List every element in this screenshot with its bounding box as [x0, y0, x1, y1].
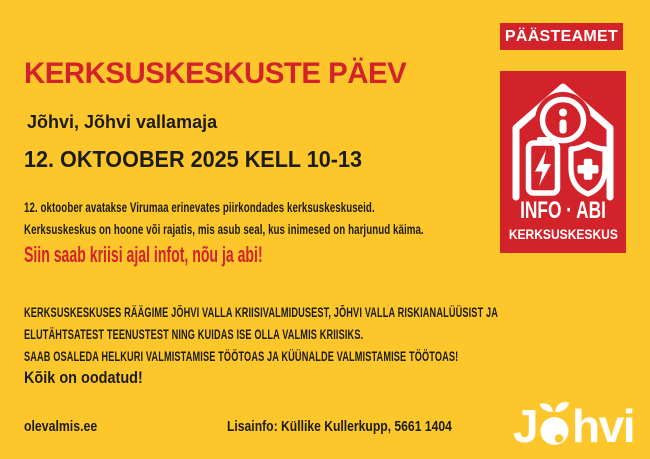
emblem-label-primary: INFO · ABI	[520, 197, 606, 224]
shelter-house-icon	[509, 80, 617, 204]
event-title: KERKSUSKESKUSTE PÄEV	[24, 57, 407, 90]
website-text: olevalmis.ee	[24, 418, 98, 435]
paasteamet-badge	[500, 23, 623, 50]
intro-line-1: 12. oktoober avatakse Virumaa erinevates piirkondades kerksuskeskuseid.	[24, 200, 375, 215]
shield-cross-icon	[571, 144, 605, 194]
apple-icon	[538, 399, 571, 447]
battery-icon	[529, 137, 558, 193]
event-location: Jõhvi, Jõhvi vallamaja	[27, 112, 218, 132]
event-datetime: 12. OKTOOBER 2025 KELL 10-13	[24, 146, 363, 172]
details-line-3: SAAB OSALEDA HELKURI VALMISTAMISE TÖÖTOAS JA KÜÜNALDE VALMISTAMISE TÖÖTOAS!	[24, 349, 459, 364]
johvi-logo-j: J	[512, 400, 538, 453]
welcome-text: Kõik on oodatud!	[24, 368, 143, 387]
event-tagline: Siin saab kriisi ajal infot, nõu ja abi!	[24, 242, 263, 267]
details-line-2: ELUTÄHTSATEST TEENUSTEST NING KUIDAS ISE OLLA VALMIS KRIISIKS.	[24, 327, 364, 342]
johvi-logo	[512, 399, 634, 453]
details-line-1: KERKSUSKESKUSES RÄÄGIME JÕHVI VALLA KRIISIVALMIDUSEST, JÕHVI VALLA RISKIANALÜÜSIST JA	[24, 305, 499, 320]
intro-line-2: Kerksuskeskus on hoone või rajatis, mis asub seal, kus inimesed on harjunud käima.	[24, 222, 424, 237]
contact-text: Lisainfo: Küllike Kullerkupp, 5661 1404	[227, 418, 452, 435]
kerksuskeskus-emblem	[500, 71, 626, 253]
emblem-label-secondary: KERKSUSKESKUS	[508, 226, 618, 242]
johvi-logo-hvi: hvi	[572, 400, 634, 453]
paasteamet-badge-label: PÄÄSTEAMET	[504, 27, 619, 45]
